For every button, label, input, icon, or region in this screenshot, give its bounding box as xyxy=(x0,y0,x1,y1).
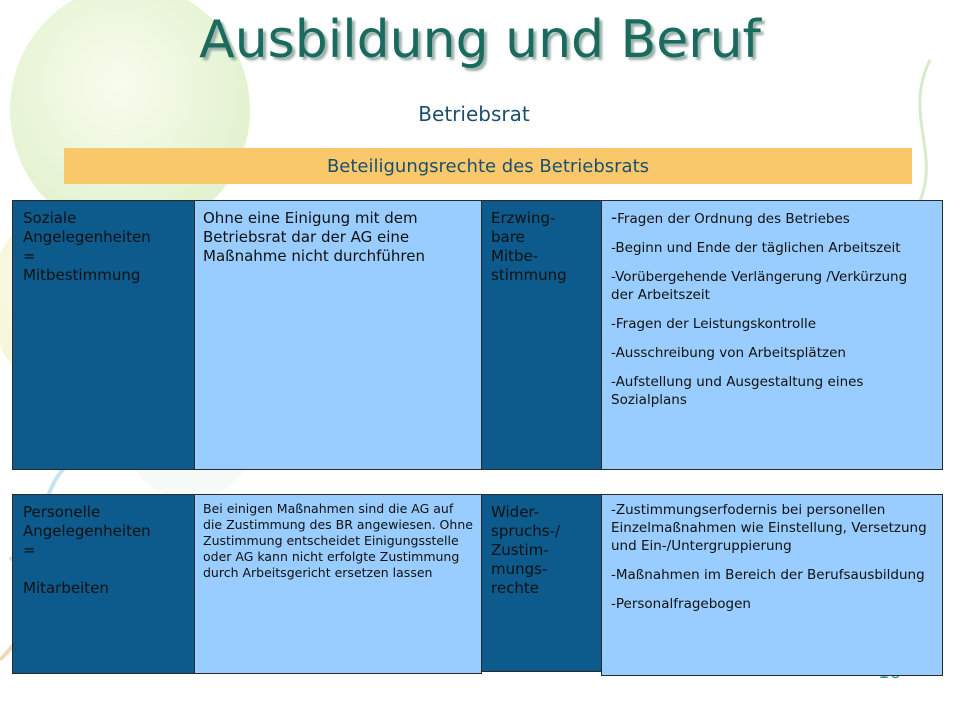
description-cell-personnel xyxy=(194,494,482,674)
category-line: Angelegenheiten xyxy=(23,228,151,246)
category-cell-social xyxy=(12,200,196,470)
category-line: Personelle xyxy=(23,503,101,521)
example-item: -Fragen der Leistungskontrolle xyxy=(611,316,817,332)
right-type-line: rechte xyxy=(491,579,539,597)
right-type-line: stimmung xyxy=(491,266,567,284)
ribbon-shape xyxy=(910,60,930,220)
example-item xyxy=(611,209,933,228)
category-line: = xyxy=(23,247,36,265)
example-item: -Aufstellung und Ausgestaltung eines Sozialplans xyxy=(611,374,864,408)
section-banner-label: Beteiligungsrechte des Betriebsrats xyxy=(326,155,650,177)
example-item: -Ausschreibung von Arbeitsplätzen xyxy=(611,345,846,361)
right-type-cell-personnel xyxy=(481,494,603,672)
description-text: Bei einigen Maßnahmen sind die AG auf die Zustimmung des BR angewiesen. Ohne Zustimmung entscheidet Einigungsstelle oder AG kann nicht erfolgte Zustimmung durch Arbeitsgericht ersetzen lassen xyxy=(203,501,473,580)
example-item: -Vorübergehende Verlängerung /Verkürzung der Arbeitszeit xyxy=(611,269,908,303)
slide-title: Ausbildung und Beruf xyxy=(199,10,761,70)
right-type-line: bare xyxy=(491,228,525,246)
description-text: Ohne eine Einigung mit dem Betriebsrat dar der AG eine Maßnahme nicht durchführen xyxy=(203,209,425,265)
examples-cell-social xyxy=(601,200,943,470)
right-type-line: mungs- xyxy=(491,560,548,578)
category-line: Mitarbeiten xyxy=(23,579,109,597)
category-line: Angelegenheiten xyxy=(23,522,151,540)
example-item: -Maßnahmen im Bereich der Berufsausbildung xyxy=(611,567,925,583)
category-line: Soziale xyxy=(23,209,77,227)
category-line: = xyxy=(23,541,36,559)
examples-cell-personnel xyxy=(601,494,943,676)
right-type-cell-social xyxy=(481,200,603,470)
example-text: Fragen der Ordnung des Betriebes xyxy=(617,211,850,227)
right-type-line: spruchs-/ xyxy=(491,522,561,540)
right-type-line: Wider- xyxy=(491,503,540,521)
description-cell-social xyxy=(194,200,482,470)
slide-subtitle: Betriebsrat xyxy=(418,102,530,126)
category-cell-personnel xyxy=(12,494,196,674)
spacer xyxy=(23,560,185,579)
example-item: -Beginn und Ende der täglichen Arbeitszeit xyxy=(611,240,901,256)
example-item: -Personalfragebogen xyxy=(611,596,751,612)
section-banner xyxy=(64,148,912,184)
category-line: Mitbestimmung xyxy=(23,266,141,284)
right-type-line: Erzwing- xyxy=(491,209,556,227)
right-type-line: Mitbe- xyxy=(491,247,539,265)
example-dash: - xyxy=(611,208,618,228)
right-type-line: Zustim- xyxy=(491,541,549,559)
example-item: -Zustimmungserfodernis bei personellen Einzelmaßnahmen wie Einstellung, Versetzung und Ein-/Untergruppierung xyxy=(611,502,927,554)
